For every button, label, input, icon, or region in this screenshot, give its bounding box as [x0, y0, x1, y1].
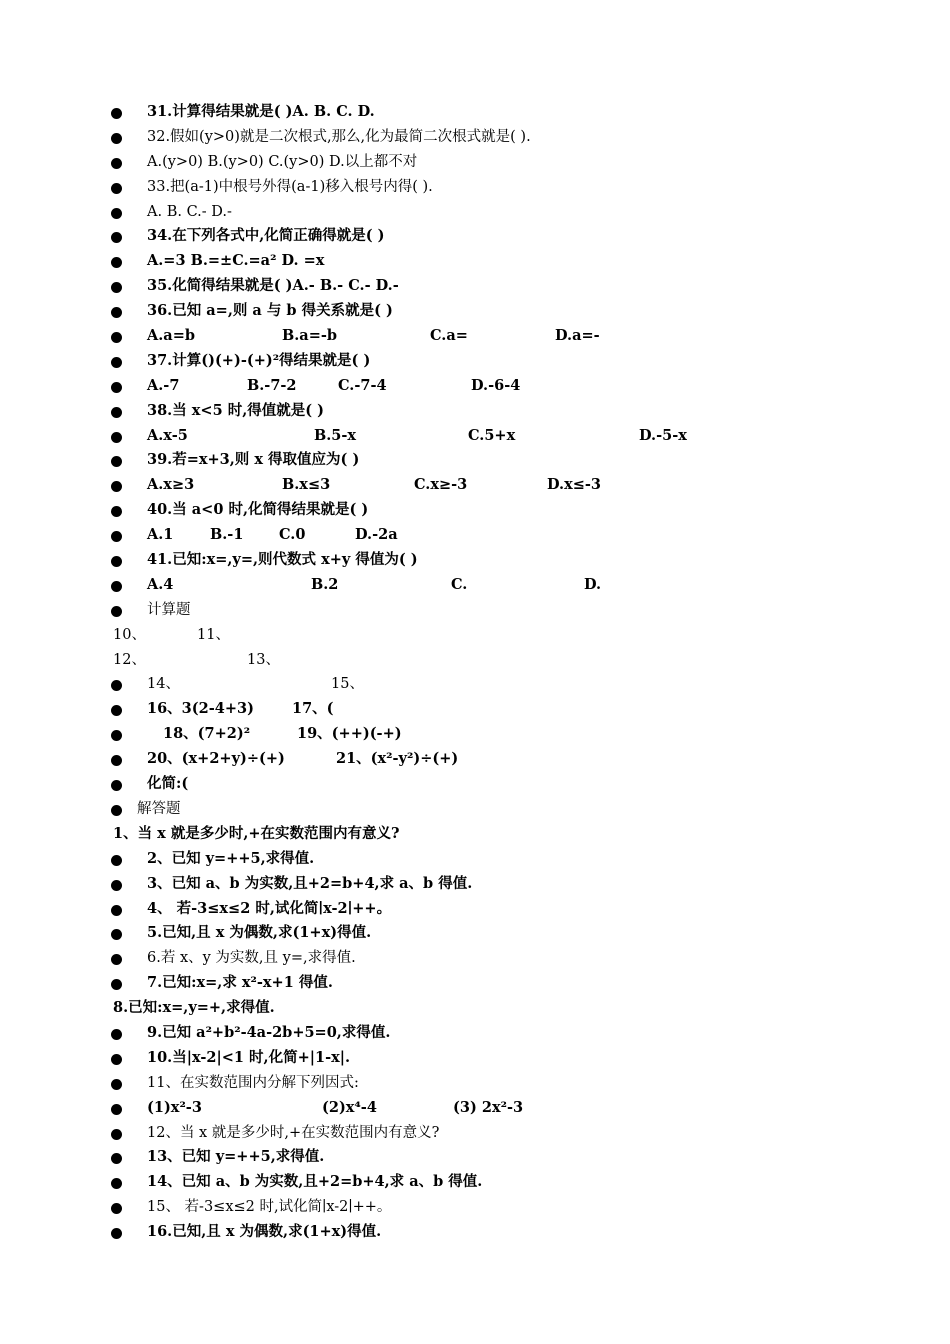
text-segment: 20、(x+2+y)÷(+)	[147, 750, 285, 768]
bullet-icon	[111, 581, 122, 592]
text-line	[0, 249, 950, 274]
line-text: 14、已知 a、b 为实数,且+2=b+4,求 a、b 得值.	[147, 1173, 483, 1191]
line-text: 计算题	[147, 601, 191, 618]
text-line	[0, 996, 950, 1021]
line-text: 5.已知,且 x 为偶数,求(1+x)得值.	[147, 924, 372, 942]
text-segment: 11、	[197, 626, 230, 643]
text-segment: D.-2a	[355, 526, 398, 544]
text-segment: D.-6-4	[471, 376, 521, 394]
bullet-icon	[111, 531, 122, 542]
text-segment: A.1	[147, 526, 174, 544]
text-segment: (3) 2x²-3	[453, 1098, 524, 1116]
text-line	[0, 822, 950, 847]
line-text: A. B. C.- D.-	[147, 203, 232, 220]
bullet-icon	[111, 506, 122, 517]
bullet-icon	[111, 680, 122, 691]
text-segment: 10、	[113, 626, 146, 643]
text-line	[0, 722, 950, 747]
text-line	[0, 175, 950, 200]
line-text: 解答题	[137, 800, 181, 817]
bullet-icon	[111, 208, 122, 219]
line-text: 4、 若-3≤x≤2 时,试化简∣x-2∣++。	[147, 899, 392, 917]
text-line	[0, 648, 950, 673]
text-line	[0, 448, 950, 473]
text-segment: B.2	[311, 575, 339, 593]
text-segment: A.x≥3	[147, 476, 195, 494]
text-line	[0, 473, 950, 498]
text-segment: D.a=-	[555, 327, 600, 345]
text-segment: B.x≤3	[282, 476, 331, 494]
line-text: 32.假如(y>0)就是二次根式,那么,化为最简二次根式就是( ).	[147, 128, 531, 145]
bullet-icon	[111, 307, 122, 318]
line-text: 化简:(	[147, 775, 189, 793]
text-line	[0, 1220, 950, 1245]
line-text: 31.计算得结果就是( )A. B. C. D.	[147, 103, 375, 120]
text-line	[0, 1195, 950, 1220]
bullet-icon	[111, 905, 122, 916]
line-text: 15、 若-3≤x≤2 时,试化简∣x-2∣++。	[147, 1199, 392, 1216]
text-line	[0, 324, 950, 349]
text-segment: B.a=-b	[282, 327, 338, 345]
text-line	[0, 797, 950, 822]
bullet-icon	[111, 382, 122, 393]
line-text: 37.计算()(+)-(+)²得结果就是( )	[147, 351, 371, 369]
text-line	[0, 349, 950, 374]
bullet-icon	[111, 158, 122, 169]
bullet-icon	[111, 1153, 122, 1164]
bullet-icon	[111, 855, 122, 866]
text-line	[0, 224, 950, 249]
text-segment: A.4	[147, 575, 174, 593]
text-segment: A.x-5	[147, 426, 188, 444]
text-line	[0, 150, 950, 175]
bullet-icon	[111, 954, 122, 965]
bullet-icon	[111, 133, 122, 144]
line-text: 41.已知:x=,y=,则代数式 x+y 得值为( )	[147, 551, 418, 569]
bullet-icon	[111, 880, 122, 891]
bullet-icon	[111, 1178, 122, 1189]
text-line	[0, 399, 950, 424]
bullet-icon	[111, 1054, 122, 1065]
line-text: 13、已知 y=++5,求得值.	[147, 1148, 325, 1166]
bullet-icon	[111, 755, 122, 766]
line-text: 11、在实数范围内分解下列因式:	[147, 1074, 359, 1091]
text-line	[0, 697, 950, 722]
line-text: 16.已知,且 x 为偶数,求(1+x)得值.	[147, 1223, 382, 1241]
text-line	[0, 1096, 950, 1121]
text-segment: C.-7-4	[338, 376, 387, 394]
bullet-icon	[111, 357, 122, 368]
text-segment: A.-7	[147, 376, 180, 394]
text-line	[0, 747, 950, 772]
text-segment: D.-5-x	[639, 426, 687, 444]
text-line	[0, 299, 950, 324]
bullet-icon	[111, 979, 122, 990]
text-segment: (1)x²-3	[147, 1098, 202, 1116]
text-line	[0, 274, 950, 299]
text-segment: 18、(7+2)²	[163, 725, 251, 743]
text-segment: C.	[451, 575, 468, 593]
bullet-icon	[111, 332, 122, 343]
line-text: 2、已知 y=++5,求得值.	[147, 849, 315, 867]
text-segment: A.a=b	[147, 327, 195, 345]
bullet-icon	[111, 183, 122, 194]
line-text: 9.已知 a²+b²-4a-2b+5=0,求得值.	[147, 1023, 391, 1041]
text-segment: B.-1	[210, 526, 244, 544]
text-line	[0, 921, 950, 946]
text-segment: (2)x⁴-4	[322, 1098, 377, 1116]
text-segment: C.0	[279, 526, 306, 544]
bullet-icon	[111, 282, 122, 293]
bullet-icon	[111, 730, 122, 741]
text-segment: C.x≥-3	[414, 476, 468, 494]
bullet-icon	[111, 805, 122, 816]
text-segment: 13、	[247, 651, 280, 668]
line-text: A.=3 B.=±C.=a² D. =x	[147, 252, 325, 270]
line-text: 38.当 x<5 时,得值就是( )	[147, 401, 325, 419]
text-line	[0, 100, 950, 125]
text-line	[0, 672, 950, 697]
bullet-icon	[111, 705, 122, 716]
text-line	[0, 125, 950, 150]
text-line	[0, 623, 950, 648]
text-segment: 12、	[113, 651, 146, 668]
text-line	[0, 498, 950, 523]
text-line	[0, 897, 950, 922]
text-segment: 17、(	[292, 700, 334, 718]
line-text: 35.化简得结果就是( )A.- B.- C.- D.-	[147, 277, 399, 295]
line-text: 1、当 x 就是多少时,+在实数范围内有意义?	[113, 824, 400, 842]
line-text: 36.已知 a=,则 a 与 b 得关系就是( )	[147, 302, 393, 320]
bullet-icon	[111, 1129, 122, 1140]
text-line	[0, 1121, 950, 1146]
bullet-icon	[111, 232, 122, 243]
text-segment: C.a=	[430, 327, 468, 345]
line-text: 8.已知:x=,y=+,求得值.	[113, 999, 275, 1017]
bullet-icon	[111, 1029, 122, 1040]
line-text: 7.已知:x=,求 x²-x+1 得值.	[147, 974, 333, 992]
text-segment: 21、(x²-y²)÷(+)	[336, 750, 459, 768]
line-text: 12、当 x 就是多少时,+在实数范围内有意义?	[147, 1124, 440, 1141]
bullet-icon	[111, 606, 122, 617]
text-line	[0, 573, 950, 598]
text-line	[0, 772, 950, 797]
text-segment: 14、	[147, 676, 180, 693]
text-line	[0, 200, 950, 225]
bullet-icon	[111, 257, 122, 268]
line-text: 33.把(a-1)中根号外得(a-1)移入根号内得( ).	[147, 178, 433, 195]
text-line	[0, 548, 950, 573]
text-segment: C.5+x	[468, 426, 516, 444]
text-line	[0, 1145, 950, 1170]
text-segment: 15、	[331, 676, 364, 693]
text-line	[0, 598, 950, 623]
bullet-icon	[111, 780, 122, 791]
text-segment: B.-7-2	[247, 376, 297, 394]
line-text: 6.若 x、y 为实数,且 y=,求得值.	[147, 950, 356, 967]
bullet-icon	[111, 108, 122, 119]
bullet-icon	[111, 1079, 122, 1090]
text-line	[0, 424, 950, 449]
text-segment: 16、3(2-4+3)	[147, 700, 254, 718]
document-page	[0, 100, 950, 1245]
line-text: 34.在下列各式中,化简正确得就是( )	[147, 227, 385, 245]
text-segment: B.5-x	[314, 426, 357, 444]
bullet-icon	[111, 432, 122, 443]
text-segment: D.x≤-3	[547, 476, 602, 494]
bullet-icon	[111, 929, 122, 940]
text-line	[0, 374, 950, 399]
text-line	[0, 1071, 950, 1096]
text-line	[0, 946, 950, 971]
bullet-icon	[111, 481, 122, 492]
line-text: 40.当 a<0 时,化简得结果就是( )	[147, 501, 369, 519]
line-text: 39.若=x+3,则 x 得取值应为( )	[147, 451, 360, 469]
text-segment: D.	[584, 575, 602, 593]
text-segment: 19、(++)(-+)	[297, 725, 402, 743]
bullet-icon	[111, 1228, 122, 1239]
text-line	[0, 872, 950, 897]
text-line	[0, 1046, 950, 1071]
line-text: 10.当|x-2|<1 时,化简+|1-x|.	[147, 1048, 351, 1066]
text-line	[0, 523, 950, 548]
bullet-icon	[111, 1203, 122, 1214]
text-line	[0, 847, 950, 872]
bullet-icon	[111, 407, 122, 418]
text-line	[0, 971, 950, 996]
line-text: 3、已知 a、b 为实数,且+2=b+4,求 a、b 得值.	[147, 874, 473, 892]
bullet-icon	[111, 556, 122, 567]
bullet-icon	[111, 456, 122, 467]
line-text: A.(y>0) B.(y>0) C.(y>0) D.以上都不对	[147, 153, 418, 170]
text-line	[0, 1021, 950, 1046]
bullet-icon	[111, 1104, 122, 1115]
text-line	[0, 1170, 950, 1195]
